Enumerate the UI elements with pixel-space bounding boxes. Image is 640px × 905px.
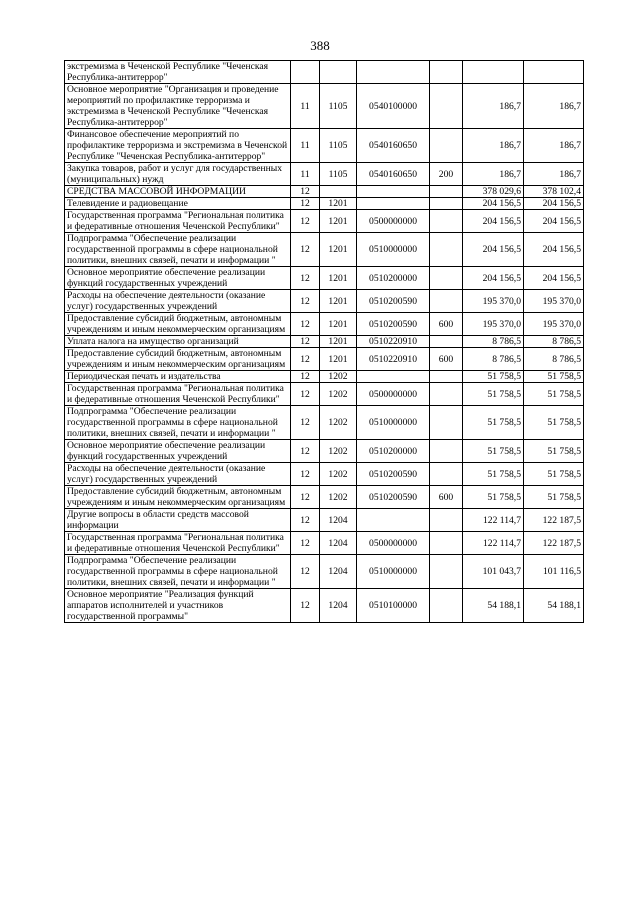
amount-year2-cell — [524, 61, 584, 84]
section-cell: 12 — [291, 509, 320, 532]
subsection-cell: 1201 — [320, 348, 357, 371]
amount-year2-cell: 101 116,5 — [524, 555, 584, 589]
amount-year1-cell: 122 114,7 — [463, 509, 524, 532]
subsection-cell — [320, 61, 357, 84]
section-cell: 12 — [291, 589, 320, 623]
table-row — [65, 486, 584, 509]
subsection-cell: 1204 — [320, 589, 357, 623]
amount-year2-cell: 378 102,4 — [524, 186, 584, 198]
amount-year2-cell: 51 758,5 — [524, 463, 584, 486]
subsection-cell: 1202 — [320, 463, 357, 486]
table-row — [65, 61, 584, 84]
section-cell — [291, 61, 320, 84]
target-article-cell: 0500000000 — [357, 210, 430, 233]
table-row — [65, 509, 584, 532]
row-name-cell: Подпрограмма "Обеспечение реализации государственной программы в сфере национальной политики, внешних связей, печати и информации " — [65, 555, 291, 589]
section-cell: 11 — [291, 84, 320, 129]
target-article-cell: 0510220910 — [357, 348, 430, 371]
table-row — [65, 84, 584, 129]
table-row — [65, 348, 584, 371]
amount-year1-cell: 122 114,7 — [463, 532, 524, 555]
amount-year1-cell: 204 156,5 — [463, 233, 524, 267]
expense-type-cell — [430, 371, 463, 383]
target-article-cell — [357, 186, 430, 198]
amount-year1-cell: 51 758,5 — [463, 383, 524, 406]
section-cell: 12 — [291, 267, 320, 290]
expense-type-cell — [430, 198, 463, 210]
amount-year2-cell: 122 187,5 — [524, 509, 584, 532]
amount-year1-cell: 195 370,0 — [463, 290, 524, 313]
row-name-cell: Расходы на обеспечение деятельности (оказание услуг) государственных учреждений — [65, 463, 291, 486]
expense-type-cell: 600 — [430, 313, 463, 336]
amount-year2-cell: 195 370,0 — [524, 313, 584, 336]
table-row — [65, 186, 584, 198]
row-name-cell: Государственная программа "Региональная политика и федеративные отношения Чеченской Республики" — [65, 532, 291, 555]
table-row — [65, 440, 584, 463]
amount-year1-cell: 54 188,1 — [463, 589, 524, 623]
expense-type-cell: 600 — [430, 486, 463, 509]
expense-type-cell — [430, 440, 463, 463]
amount-year2-cell: 204 156,5 — [524, 198, 584, 210]
table-row — [65, 290, 584, 313]
table-row — [65, 406, 584, 440]
amount-year2-cell: 186,7 — [524, 129, 584, 163]
target-article-cell — [357, 198, 430, 210]
budget-table-body — [65, 61, 584, 623]
amount-year1-cell: 51 758,5 — [463, 463, 524, 486]
target-article-cell: 0510200590 — [357, 486, 430, 509]
table-row — [65, 336, 584, 348]
amount-year2-cell: 186,7 — [524, 163, 584, 186]
amount-year1-cell: 378 029,6 — [463, 186, 524, 198]
section-cell: 12 — [291, 463, 320, 486]
subsection-cell: 1201 — [320, 267, 357, 290]
expense-type-cell — [430, 61, 463, 84]
subsection-cell: 1201 — [320, 313, 357, 336]
row-name-cell: Расходы на обеспечение деятельности (оказание услуг) государственных учреждений — [65, 290, 291, 313]
target-article-cell — [357, 61, 430, 84]
amount-year1-cell — [463, 61, 524, 84]
expense-type-cell — [430, 383, 463, 406]
expense-type-cell — [430, 84, 463, 129]
table-row — [65, 383, 584, 406]
section-cell: 12 — [291, 440, 320, 463]
page-number: 388 — [310, 38, 330, 53]
target-article-cell: 0510200590 — [357, 290, 430, 313]
table-row — [65, 313, 584, 336]
amount-year2-cell: 195 370,0 — [524, 290, 584, 313]
amount-year1-cell: 8 786,5 — [463, 348, 524, 371]
subsection-cell: 1202 — [320, 371, 357, 383]
expense-type-cell — [430, 267, 463, 290]
section-cell: 11 — [291, 129, 320, 163]
amount-year1-cell: 51 758,5 — [463, 486, 524, 509]
section-cell: 12 — [291, 186, 320, 198]
section-cell: 12 — [291, 532, 320, 555]
row-name-cell: Другие вопросы в области средств массовой информации — [65, 509, 291, 532]
subsection-cell: 1202 — [320, 383, 357, 406]
row-name-cell: Основное мероприятие обеспечение реализации функций государственных учреждений — [65, 267, 291, 290]
amount-year2-cell: 54 188,1 — [524, 589, 584, 623]
target-article-cell: 0500000000 — [357, 383, 430, 406]
amount-year2-cell: 122 187,5 — [524, 532, 584, 555]
target-article-cell: 0510100000 — [357, 589, 430, 623]
expense-type-cell: 200 — [430, 163, 463, 186]
table-row — [65, 233, 584, 267]
section-cell: 12 — [291, 290, 320, 313]
table-row — [65, 555, 584, 589]
amount-year2-cell: 51 758,5 — [524, 406, 584, 440]
expense-type-cell — [430, 186, 463, 198]
row-name-cell: Закупка товаров, работ и услуг для государственных (муниципальных) нужд — [65, 163, 291, 186]
amount-year2-cell: 186,7 — [524, 84, 584, 129]
amount-year1-cell: 51 758,5 — [463, 406, 524, 440]
section-cell: 11 — [291, 163, 320, 186]
row-name-cell: Основное мероприятие "Организация и проведение мероприятий по профилактике терроризма и экстремизма в Чеченской Республике "Чеченская Республика-антитеррор" — [65, 84, 291, 129]
amount-year1-cell: 186,7 — [463, 129, 524, 163]
target-article-cell: 0510000000 — [357, 233, 430, 267]
row-name-cell: Основное мероприятие "Реализация функций аппаратов исполнителей и участников государственной программы" — [65, 589, 291, 623]
amount-year1-cell: 195 370,0 — [463, 313, 524, 336]
subsection-cell: 1201 — [320, 233, 357, 267]
expense-type-cell — [430, 463, 463, 486]
amount-year2-cell: 8 786,5 — [524, 336, 584, 348]
target-article-cell: 0510000000 — [357, 406, 430, 440]
amount-year2-cell: 51 758,5 — [524, 371, 584, 383]
row-name-cell: экстремизма в Чеченской Республике "Чеченская Республика-антитеррор" — [65, 61, 291, 84]
target-article-cell — [357, 371, 430, 383]
expense-type-cell — [430, 555, 463, 589]
expense-type-cell — [430, 336, 463, 348]
subsection-cell: 1202 — [320, 406, 357, 440]
section-cell: 12 — [291, 406, 320, 440]
table-row — [65, 589, 584, 623]
subsection-cell: 1204 — [320, 509, 357, 532]
table-row — [65, 371, 584, 383]
expense-type-cell — [430, 129, 463, 163]
amount-year1-cell: 204 156,5 — [463, 210, 524, 233]
row-name-cell: Государственная программа "Региональная политика и федеративные отношения Чеченской Республики" — [65, 383, 291, 406]
section-cell: 12 — [291, 383, 320, 406]
expense-type-cell — [430, 406, 463, 440]
expense-type-cell — [430, 532, 463, 555]
amount-year1-cell: 204 156,5 — [463, 267, 524, 290]
table-row — [65, 210, 584, 233]
expense-type-cell — [430, 509, 463, 532]
section-cell: 12 — [291, 486, 320, 509]
subsection-cell: 1202 — [320, 440, 357, 463]
subsection-cell: 1202 — [320, 486, 357, 509]
subsection-cell: 1105 — [320, 163, 357, 186]
table-row — [65, 129, 584, 163]
amount-year1-cell: 204 156,5 — [463, 198, 524, 210]
amount-year1-cell: 186,7 — [463, 163, 524, 186]
amount-year2-cell: 51 758,5 — [524, 440, 584, 463]
target-article-cell: 0510200590 — [357, 463, 430, 486]
amount-year1-cell: 8 786,5 — [463, 336, 524, 348]
table-row — [65, 267, 584, 290]
target-article-cell: 0540160650 — [357, 129, 430, 163]
amount-year2-cell: 51 758,5 — [524, 383, 584, 406]
subsection-cell: 1201 — [320, 210, 357, 233]
amount-year2-cell: 204 156,5 — [524, 267, 584, 290]
row-name-cell: Предоставление субсидий бюджетным, автономным учреждениям и иным некоммерческим организациям — [65, 348, 291, 371]
section-cell: 12 — [291, 198, 320, 210]
subsection-cell: 1204 — [320, 532, 357, 555]
table-row — [65, 532, 584, 555]
section-cell: 12 — [291, 555, 320, 589]
subsection-cell: 1204 — [320, 555, 357, 589]
amount-year1-cell: 101 043,7 — [463, 555, 524, 589]
budget-table — [64, 60, 584, 623]
row-name-cell: Периодическая печать и издательства — [65, 371, 291, 383]
subsection-cell: 1201 — [320, 290, 357, 313]
subsection-cell: 1201 — [320, 198, 357, 210]
section-cell: 12 — [291, 313, 320, 336]
row-name-cell: СРЕДСТВА МАССОВОЙ ИНФОРМАЦИИ — [65, 186, 291, 198]
row-name-cell: Уплата налога на имущество организаций — [65, 336, 291, 348]
row-name-cell: Подпрограмма "Обеспечение реализации государственной программы в сфере национальной политики, внешних связей, печати и информации " — [65, 233, 291, 267]
target-article-cell: 0510200000 — [357, 440, 430, 463]
subsection-cell: 1105 — [320, 84, 357, 129]
expense-type-cell — [430, 210, 463, 233]
row-name-cell: Подпрограмма "Обеспечение реализации государственной программы в сфере национальной политики, внешних связей, печати и информации " — [65, 406, 291, 440]
amount-year2-cell: 204 156,5 — [524, 210, 584, 233]
amount-year2-cell: 8 786,5 — [524, 348, 584, 371]
target-article-cell: 0510220910 — [357, 336, 430, 348]
target-article-cell: 0540100000 — [357, 84, 430, 129]
subsection-cell: 1105 — [320, 129, 357, 163]
section-cell: 12 — [291, 233, 320, 267]
target-article-cell: 0510200590 — [357, 313, 430, 336]
row-name-cell: Телевидение и радиовещание — [65, 198, 291, 210]
row-name-cell: Финансовое обеспечение мероприятий по профилактике терроризма и экстремизма в Чеченской Республике "Чеченская Республика-антитеррор" — [65, 129, 291, 163]
amount-year2-cell: 204 156,5 — [524, 233, 584, 267]
amount-year1-cell: 51 758,5 — [463, 440, 524, 463]
target-article-cell: 0510200000 — [357, 267, 430, 290]
expense-type-cell — [430, 290, 463, 313]
expense-type-cell: 600 — [430, 348, 463, 371]
amount-year1-cell: 51 758,5 — [463, 371, 524, 383]
target-article-cell: 0510000000 — [357, 555, 430, 589]
section-cell: 12 — [291, 371, 320, 383]
section-cell: 12 — [291, 210, 320, 233]
amount-year2-cell: 51 758,5 — [524, 486, 584, 509]
section-cell: 12 — [291, 336, 320, 348]
section-cell: 12 — [291, 348, 320, 371]
row-name-cell: Предоставление субсидий бюджетным, автономным учреждениям и иным некоммерческим организациям — [65, 313, 291, 336]
row-name-cell: Предоставление субсидий бюджетным, автономным учреждениям и иным некоммерческим организациям — [65, 486, 291, 509]
row-name-cell: Государственная программа "Региональная политика и федеративные отношения Чеченской Республики" — [65, 210, 291, 233]
table-row — [65, 198, 584, 210]
subsection-cell: 1201 — [320, 336, 357, 348]
target-article-cell: 0500000000 — [357, 532, 430, 555]
row-name-cell: Основное мероприятие обеспечение реализации функций государственных учреждений — [65, 440, 291, 463]
target-article-cell: 0540160650 — [357, 163, 430, 186]
expense-type-cell — [430, 233, 463, 267]
table-row — [65, 463, 584, 486]
amount-year1-cell: 186,7 — [463, 84, 524, 129]
table-row — [65, 163, 584, 186]
subsection-cell — [320, 186, 357, 198]
target-article-cell — [357, 509, 430, 532]
expense-type-cell — [430, 589, 463, 623]
